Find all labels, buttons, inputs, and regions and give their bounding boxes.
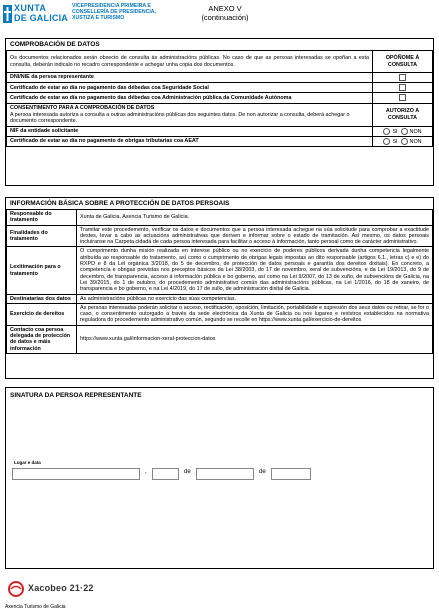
consent-intro <box>7 103 373 126</box>
day-input[interactable] <box>152 468 179 480</box>
no-radio[interactable] <box>401 138 408 145</box>
footer-organization: Axencia Turismo de Galicia <box>5 604 66 610</box>
xacobeo-text: Xacobeo 21·22 <box>28 583 94 593</box>
privacy-label: Contacto coa persoa delegada de protección de datos e máis información <box>7 325 77 353</box>
privacy-label: Destinatarias dos datos <box>7 294 77 303</box>
dept-line: XUSTIZA E TURISMO <box>72 15 125 21</box>
privacy-text: O cumprimento dunha misión realizada en interese público ou no exercicio de poderes públicos derivada dunha competencia legalmente atribuída ao responsable do tratamento, así como o cumprimento de obrigas legais impostas ao dito responsable (artigos 6.1., letras c) e e) do RXPD e 8 da Lei orgánica 3/2018, do 5 de decembro, de protección de datos persoais e garantía dos dereitos dixitais). En concreto, a competencia e obrigas previstas nos preceptos básicos da Lei 38/2003, do 17 de novembro, xeral de subvencións, e da Lei 19/2013, do 9 de decembro, de transparencia, acceso á información pública e bo goberno, así como na Lei 9/2007, do 13 de xuño, de subvencións de Galicia, na Lei 39/2015, do 1 de outubro, do procedemento administrativo común das administracións públicas, na Lei 1/2016, do 18 de xaneiro, de transparencia e bo goberno, e na Lei 4/2019, do 17 de xullo, de administración dixital de Galicia. <box>77 247 433 294</box>
privacy-text: As persoas interesadas poderán solicitar o acceso, rectificación, oposición, limitación, portabilidade e supresión dos seus datos ou retirar, se for o caso, o consentimento outorgado a través da sede electrónica da Xunta de Galicia ou nos lugares e rexistros establecidos na normativa reguladora do procedemento administrativo común, segundo se recolle en https://www.xunta.gal/exercicio-de-dereitos <box>77 303 433 325</box>
oppose-checkbox-cell <box>373 93 433 103</box>
xacobeo-emblem-icon <box>8 581 24 597</box>
yes-radio[interactable] <box>383 138 390 145</box>
oppose-checkbox[interactable] <box>399 74 406 81</box>
consent-row: Certificado de estar ao día no pagamento de obrigas tributarias coa AEAT <box>7 136 373 146</box>
verification-row: Certificado de estar ao día no pagamento das débedas coa Seguridade Social <box>7 83 373 93</box>
oppose-header: OPÓÑOME Á CONSULTA <box>373 51 433 73</box>
privacy-link[interactable] <box>77 325 433 353</box>
separator-comma: , <box>145 469 147 475</box>
annex-subtitle: (continuación) <box>201 13 249 22</box>
privacy-text: Xunta de Galicia. Axencia Turismo de Galicia. <box>77 210 433 226</box>
privacy-label: Finalidades do tratamento <box>7 225 77 247</box>
department-name <box>72 3 190 21</box>
yes-label: SI <box>392 138 398 145</box>
verification-table <box>6 50 433 147</box>
privacy-label: Lexitimación para o tratamento <box>7 247 77 294</box>
consent-text: A persoa interesada autoriza a consulta a outras administracións públicas dos seguintes datos. De non autorizar a consulta, deberá achegar o documento correspondente. <box>10 111 350 124</box>
privacy-table <box>6 209 433 354</box>
logo-text-galicia: DE GALICIA <box>14 13 69 23</box>
authorize-radio-cell <box>373 136 433 146</box>
yes-label: SI <box>392 128 398 135</box>
no-radio[interactable] <box>401 128 408 135</box>
verification-row: Certificado de estar ao día no pagamento das débedas coa Administración pública da Comunidade Autónoma <box>7 93 373 103</box>
annex-heading <box>185 4 265 22</box>
section-title: SINATURA DA PERSOA REPRESENTANTE <box>10 392 142 399</box>
privacy-label: Exercicio de dereitos <box>7 303 77 325</box>
logo-text-xunta: XUNTA <box>14 3 47 13</box>
separator-de: de <box>184 469 191 475</box>
consent-row: NIF da entidade solicitante <box>7 126 373 136</box>
privacy-link-text[interactable]: https://www.xunta.gal/informacion-xeral-proteccion-datos <box>80 336 216 343</box>
section-title: COMPROBACIÓN DE DATOS <box>10 41 100 48</box>
no-label: NON <box>409 138 422 145</box>
data-verification-section <box>5 38 434 186</box>
year-input[interactable] <box>271 468 311 480</box>
privacy-text: Tramitar este procedemento, verificar os datos e documentos que a persoa interesada achegue na súa solicitude para comprobar a exactitude destes, levar a cabo as actuacións administrativas que deriven e informar sobre o estado de tramitación. Así mesmo, os datos persoais incluiranse na Carpeta cidadá de cada persoa interesada para facilitar o acceso á información, tanto persoal como de carácter administrativo. <box>77 225 433 247</box>
verification-row: DNI/NIE da persoa representante <box>7 73 373 83</box>
place-input[interactable] <box>12 468 140 480</box>
section-title: INFORMACIÓN BÁSICA SOBRE A PROTECCIÓN DE DATOS PERSOAIS <box>10 200 230 207</box>
no-label: NON <box>409 128 422 135</box>
privacy-text: As administracións públicas no exercicio das súas competencias. <box>77 294 433 303</box>
consent-title: CONSENTIMENTO PARA A COMPROBACIÓN DE DATOS <box>10 105 155 112</box>
xunta-cross-icon <box>3 5 12 23</box>
data-protection-section <box>5 197 434 379</box>
place-date-label: Lugar e data <box>14 460 41 465</box>
oppose-checkbox[interactable] <box>399 94 406 101</box>
oppose-checkbox-cell <box>373 73 433 83</box>
annex-title: ANEXO V <box>208 4 242 13</box>
month-input[interactable] <box>196 468 254 480</box>
xunta-logo <box>3 3 72 29</box>
privacy-label: Responsable do tratamento <box>7 210 77 226</box>
xacobeo-logo <box>8 580 108 596</box>
verification-intro: Os documentos relacionados serán obxecto de consulta ás administracións públicas. No caso de que as persoas interesadas se opoñan a esta consulta, deberán indicalo no recadro correspondente e achegar unha copia dos documentos. <box>7 51 373 73</box>
oppose-checkbox[interactable] <box>399 84 406 91</box>
separator-de: de <box>259 469 266 475</box>
dept-line: VICEPRESIDENCIA PRIMEIRA E <box>72 3 151 9</box>
authorize-header: AUTORIZO A CONSULTA <box>373 103 433 126</box>
dept-line: CONSELLERÍA DE PRESIDENCIA, <box>72 9 156 15</box>
signature-section <box>5 387 434 569</box>
oppose-checkbox-cell <box>373 83 433 93</box>
authorize-radio-cell <box>373 126 433 136</box>
yes-radio[interactable] <box>383 128 390 135</box>
